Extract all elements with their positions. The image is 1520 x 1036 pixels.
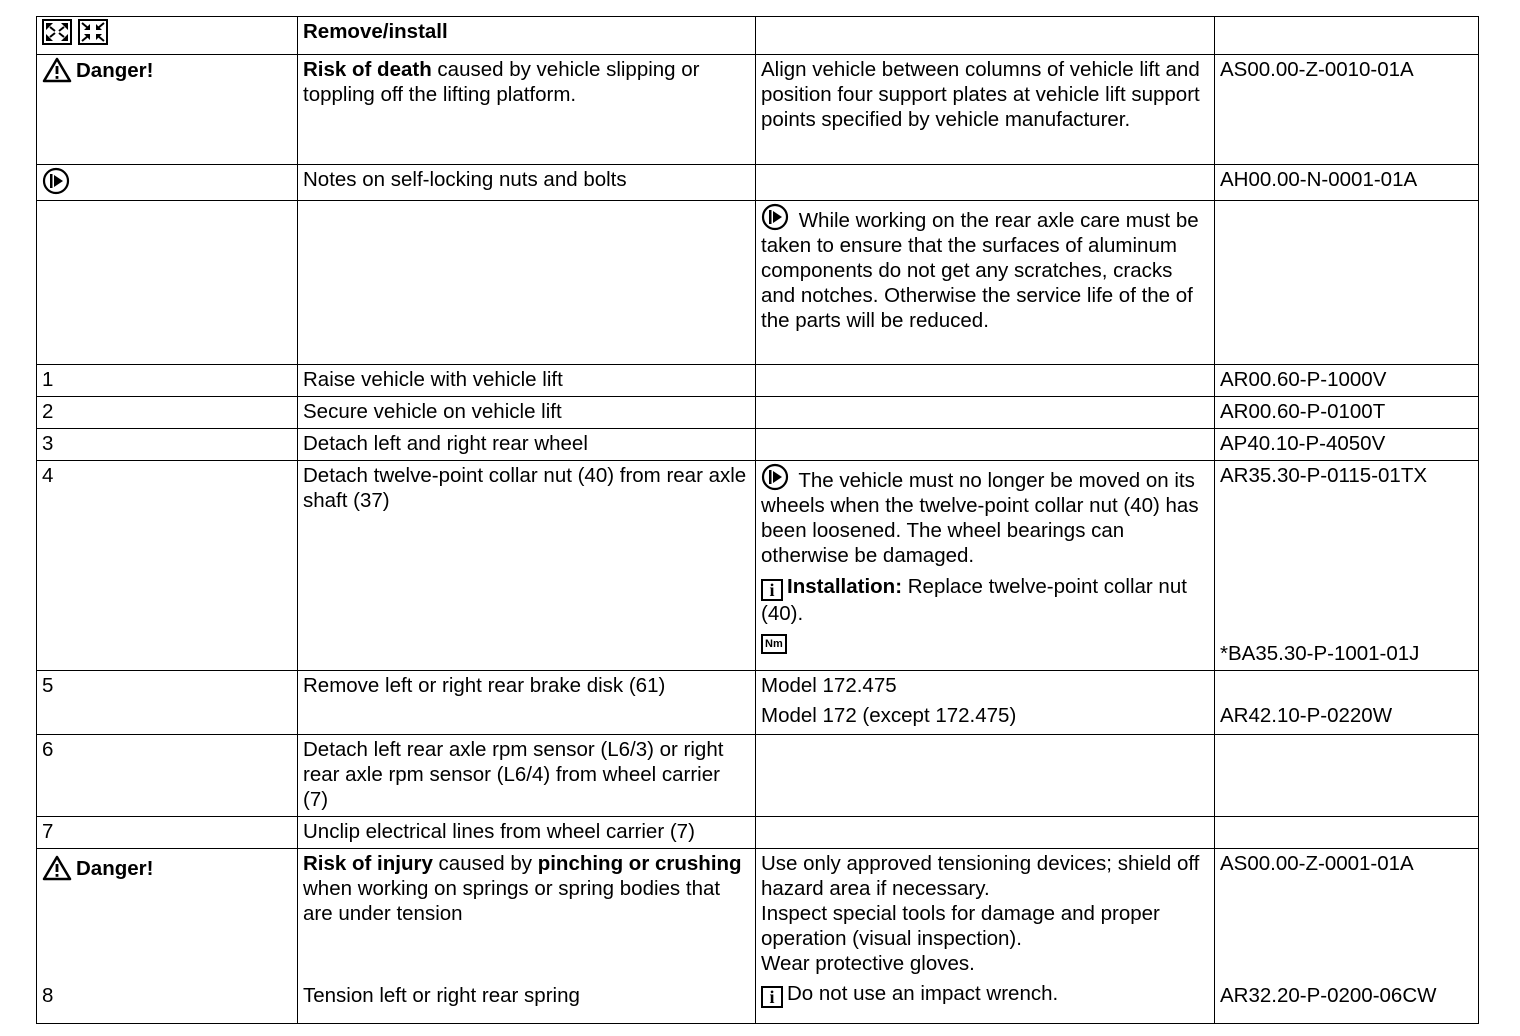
danger-cell <box>37 55 298 165</box>
step-text: Tension left or right rear spring <box>303 984 580 1007</box>
measure-cell <box>756 849 1215 1024</box>
risk-title: Risk of injury <box>303 852 433 875</box>
empty-cell <box>298 201 756 365</box>
reference-link[interactable]: AR00.60-P-0100T <box>1215 397 1479 429</box>
note-icon <box>42 167 70 195</box>
torque-icon[interactable]: Nm <box>761 634 787 654</box>
note-icon <box>761 463 789 491</box>
table-row <box>37 429 1479 461</box>
danger-cell <box>37 849 298 1024</box>
table-row <box>37 201 1479 365</box>
note-text: Do not use an impact wrench. <box>787 982 1059 1005</box>
procedure-table <box>36 16 1479 1024</box>
reference-link[interactable]: AS00.00-Z-0001-01A <box>1220 852 1414 875</box>
collapse-icon[interactable] <box>78 19 108 51</box>
reference-link[interactable]: AH00.00-N-0001-01A <box>1215 165 1479 201</box>
reference-link[interactable]: AR35.30-P-0115-01TX <box>1220 464 1428 487</box>
step-text: Detach left and right rear wheel <box>298 429 756 461</box>
risk-text: caused by vehicle slipping or toppling off the lifting platform. <box>303 58 700 106</box>
table-row <box>37 397 1479 429</box>
risk-text: when working on springs or spring bodies that are under tension <box>303 877 721 925</box>
model-cell <box>756 671 1215 735</box>
note-icon-cell <box>37 165 298 201</box>
reference-link[interactable]: AR00.60-P-1000V <box>1215 365 1479 397</box>
table-row <box>37 461 1479 671</box>
table-row <box>37 849 1479 1024</box>
header-title: Remove/install <box>298 17 756 55</box>
empty-cell <box>756 165 1215 201</box>
reference-link[interactable]: AP40.10-P-4050V <box>1215 429 1479 461</box>
step-number: 6 <box>37 735 298 817</box>
table-row <box>37 17 1479 55</box>
empty-cell <box>756 429 1215 461</box>
risk-emphasis: pinching or crushing <box>537 852 742 875</box>
empty-cell <box>756 365 1215 397</box>
step-text: Raise vehicle with vehicle lift <box>298 365 756 397</box>
step-number: 8 <box>42 984 54 1007</box>
measure-text: Use only approved tensioning devices; shield off hazard area if necessary. <box>761 852 1200 900</box>
model-a: Model 172.475 <box>761 674 897 697</box>
step-number: 3 <box>37 429 298 461</box>
step-number: 4 <box>37 461 298 671</box>
note-icon <box>761 203 789 231</box>
step-number: 7 <box>37 817 298 849</box>
info-icon: i <box>761 579 783 601</box>
risk-cell <box>298 849 756 1024</box>
risk-title: Risk of death <box>303 58 432 81</box>
empty-cell <box>1215 201 1479 365</box>
empty-cell <box>756 817 1215 849</box>
danger-label: Danger! <box>76 856 154 880</box>
empty-cell <box>1215 735 1479 817</box>
table-row <box>37 735 1479 817</box>
step-number: 5 <box>37 671 298 735</box>
torque-reference-link[interactable]: *BA35.30-P-1001-01J <box>1220 642 1420 665</box>
reference-cell <box>1215 849 1479 1024</box>
empty-cell <box>1215 17 1479 55</box>
table-row <box>37 671 1479 735</box>
reference-link[interactable]: AS00.00-Z-0010-01A <box>1215 55 1479 165</box>
reference-cell <box>1215 461 1479 671</box>
empty-cell <box>756 17 1215 55</box>
table-row <box>37 365 1479 397</box>
installation-label: Installation: <box>787 575 903 598</box>
table-row <box>37 817 1479 849</box>
step-number: 2 <box>37 397 298 429</box>
step-text: Detach twelve-point collar nut (40) from rear axle shaft (37) <box>298 461 756 671</box>
reference-cell <box>1215 671 1479 735</box>
empty-cell <box>756 735 1215 817</box>
note-cell <box>756 461 1215 671</box>
risk-cell <box>298 55 756 165</box>
step-text: Unclip electrical lines from wheel carrier (7) <box>298 817 756 849</box>
step-number: 1 <box>37 365 298 397</box>
model-b: Model 172 (except 172.475) <box>761 704 1017 727</box>
step-text: Notes on self-locking nuts and bolts <box>298 165 756 201</box>
info-icon: i <box>761 986 783 1008</box>
reference-link[interactable]: AR32.20-P-0200-06CW <box>1220 984 1437 1007</box>
note-text: While working on the rear axle care must be taken to ensure that the surfaces of aluminum components do not get any scratches, cracks and notches. Otherwise the service life of the of the parts will be reduced. <box>761 209 1199 332</box>
empty-cell <box>37 201 298 365</box>
note-text: The vehicle must no longer be moved on its wheels when the twelve-point collar nut (40) has been loosened. The wheel bearings can otherwise be damaged. <box>761 469 1199 567</box>
table-row <box>37 55 1479 165</box>
measure-text: Align vehicle between columns of vehicle lift and position four support plates at vehicle lift support points specified by vehicle manufacturer. <box>756 55 1215 165</box>
reference-link[interactable]: AR42.10-P-0220W <box>1220 704 1393 727</box>
step-text: Secure vehicle on vehicle lift <box>298 397 756 429</box>
table-row <box>37 165 1479 201</box>
risk-text: caused by <box>432 852 538 875</box>
measure-text: Inspect special tools for damage and proper operation (visual inspection). <box>761 902 1160 950</box>
installation-text: Replace twelve-point collar nut (40). <box>761 575 1187 625</box>
note-cell <box>756 201 1215 365</box>
empty-cell <box>756 397 1215 429</box>
measure-text: Wear protective gloves. <box>761 952 975 975</box>
header-icons-cell <box>37 17 298 55</box>
step-text: Detach left rear axle rpm sensor (L6/3) or right rear axle rpm sensor (L6/4) from wheel carrier (7) <box>298 735 756 817</box>
empty-cell <box>1215 817 1479 849</box>
warning-triangle-icon <box>42 855 72 881</box>
warning-triangle-icon <box>42 57 72 83</box>
step-text: Remove left or right rear brake disk (61) <box>298 671 756 735</box>
expand-icon[interactable] <box>42 19 72 51</box>
danger-label: Danger! <box>76 58 154 82</box>
